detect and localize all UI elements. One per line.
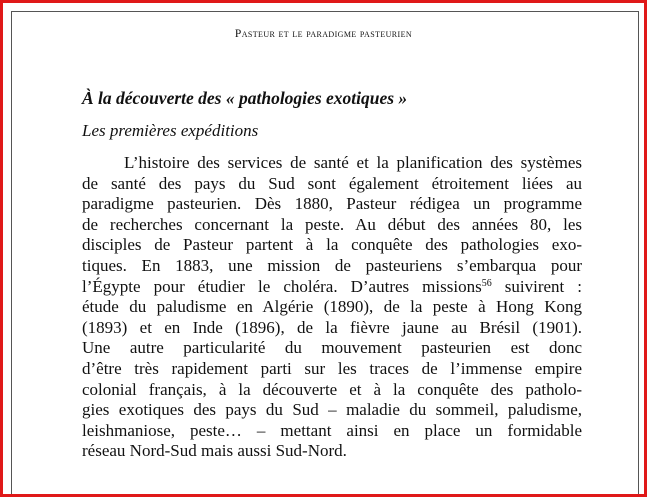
text-line: disciples de Pasteur partent à la conquête des pathologies exo- — [82, 235, 582, 255]
text-line: gies exotiques des pays du Sud – maladie du sommeil, paludisme, — [82, 400, 582, 420]
body-paragraph — [82, 153, 582, 462]
text-line: colonial français, à la découverte et à la conquête des patholo- — [82, 379, 582, 399]
text-line: de santé des pays du Sud sont également étroitement liées au — [82, 173, 582, 193]
text-line: réseau Nord-Sud mais aussi Sud-Nord. — [82, 441, 347, 461]
text-line: paradigme pasteurien. Dès 1880, Pasteur rédigea un programme — [82, 194, 582, 214]
text-line: Une autre particularité du mouvement pasteurien est donc — [82, 338, 582, 358]
text-line: étude du paludisme en Algérie (1890), de la peste à Hong Kong — [82, 297, 582, 317]
running-head: Pasteur et le paradigme pasteurien — [234, 28, 413, 40]
text-line: leishmaniose, peste… – mettant ainsi en place un formidable — [82, 420, 582, 440]
text-line: (1893) et en Inde (1896), de la fièvre jaune au Brésil (1901). — [82, 317, 582, 337]
section-heading: À la découverte des « pathologies exotiques » — [82, 88, 408, 108]
text-line: tiques. En 1883, une mission de pasteuriens s’embarqua pour — [82, 255, 582, 275]
footnote-reference[interactable]: 56 — [481, 277, 492, 289]
text-line: d’être très rapidement parti sur les traces de l’immense empire — [82, 358, 582, 378]
text-line: de recherches concernant la peste. Au début des années 80, les — [82, 214, 582, 234]
text-line-with-footnote — [82, 277, 582, 298]
text-segment: suivirent : — [491, 276, 583, 296]
text-line: L’histoire des services de santé et la planification des systèmes — [124, 153, 582, 172]
text-segment: l’Égypte pour étudier le choléra. D’autres missions — [82, 276, 482, 296]
sub-heading: Les premières expéditions — [82, 121, 259, 140]
